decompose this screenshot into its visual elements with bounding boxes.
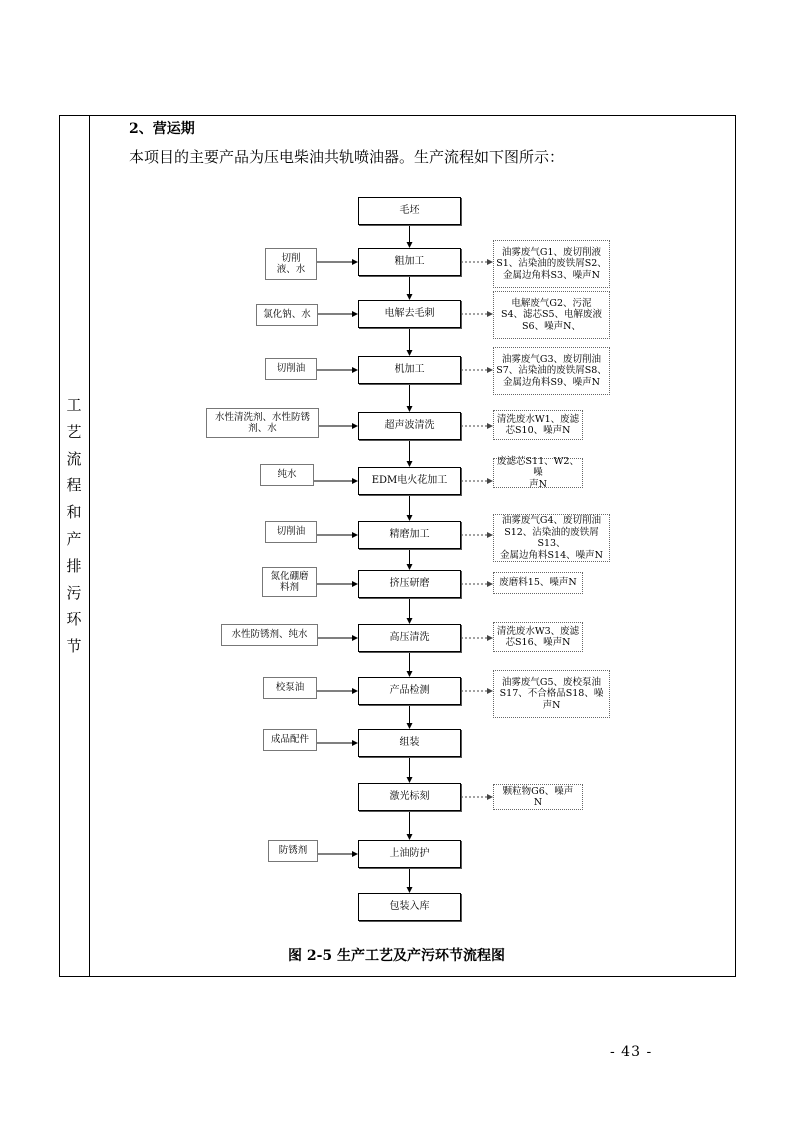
flow-input-box: 校泵油 — [263, 677, 317, 699]
side-label-char: 产 — [66, 529, 82, 548]
flow-output-box: 电解废气G2、污泥 S4、滤芯S5、电解废液 S6、噪声N、 — [493, 291, 610, 339]
flow-input-box: 切削油 — [265, 358, 317, 380]
flow-step-box: 精磨加工 — [358, 521, 461, 549]
flow-output-box: 废磨料15、噪声N — [493, 572, 583, 594]
flow-step-box: 组装 — [358, 729, 461, 757]
intro-paragraph: 本项目的主要产品为压电柴油共轨喷油器。生产流程如下图所示： — [129, 148, 565, 166]
side-label-char: 节 — [66, 637, 82, 656]
flow-step-box: 超声波清洗 — [358, 412, 461, 440]
side-label-char: 环 — [66, 610, 82, 629]
flow-input-box: 氮化硼磨 料剂 — [262, 567, 317, 597]
flow-output-box: 清洗废水W1、废滤 芯S10、噪声N — [493, 410, 583, 440]
flow-step-box: 电解去毛刺 — [358, 300, 461, 328]
flow-end-box: 包装入库 — [358, 893, 461, 921]
flow-input-box: 水性防锈剂、纯水 — [221, 624, 318, 646]
flow-input-box: 成品配件 — [263, 729, 317, 751]
flow-step-box: 粗加工 — [358, 248, 461, 276]
flow-step-box: EDM电火花加工 — [358, 467, 461, 495]
flow-output-box: 废滤芯S11、W2、噪 声N — [493, 458, 583, 488]
section-heading: 2、营运期 — [129, 121, 195, 137]
figure-caption: 图 2-5 生产工艺及产污环节流程图 — [287, 948, 506, 964]
side-label-char: 艺 — [66, 422, 82, 441]
flow-input-box: 纯水 — [260, 464, 314, 486]
side-label-char: 流 — [66, 449, 82, 468]
page-number: - 43 - — [610, 1044, 653, 1060]
flow-input-box: 防锈剂 — [268, 840, 318, 862]
flow-step-box: 激光标刻 — [358, 783, 461, 811]
flow-input-box: 水性清洗剂、水性防锈 剂、水 — [206, 408, 319, 438]
side-label-char: 污 — [66, 583, 82, 602]
side-label-char: 排 — [66, 556, 82, 575]
flow-step-box: 产品检测 — [358, 677, 461, 705]
flow-step-box: 高压清洗 — [358, 624, 461, 652]
side-label-char: 工 — [66, 396, 82, 414]
flow-output-box: 油雾废气G4、废切削油 S12、沾染油的废铁屑S13、 金属边角料S14、噪声N — [493, 514, 610, 562]
flow-start-box: 毛坯 — [358, 197, 461, 225]
side-label-char: 和 — [66, 503, 82, 522]
flow-output-box: 清洗废水W3、废滤 芯S16、噪声N — [493, 622, 583, 652]
flow-output-box: 油雾废气G3、废切削油 S7、沾染油的废铁屑S8、 金属边角料S9、噪声N — [493, 347, 610, 395]
flow-step-box: 机加工 — [358, 356, 461, 384]
flow-output-box: 油雾废气G5、废校泵油 S17、不合格品S18、噪 声N — [493, 670, 610, 718]
flow-input-box: 氯化钠、水 — [256, 304, 318, 326]
flow-output-box: 颗粒物G6、噪声 N — [493, 784, 583, 810]
flow-input-box: 切削油 — [265, 521, 317, 543]
flow-step-box: 上油防护 — [358, 840, 461, 868]
flow-output-box: 油雾废气G1、废切削液 S1、沾染油的废铁屑S2、 金属边角料S3、噪声N — [493, 240, 610, 288]
flow-input-box: 切削 液、水 — [265, 248, 317, 280]
flow-step-box: 挤压研磨 — [358, 570, 461, 598]
side-label-char: 程 — [66, 476, 82, 495]
